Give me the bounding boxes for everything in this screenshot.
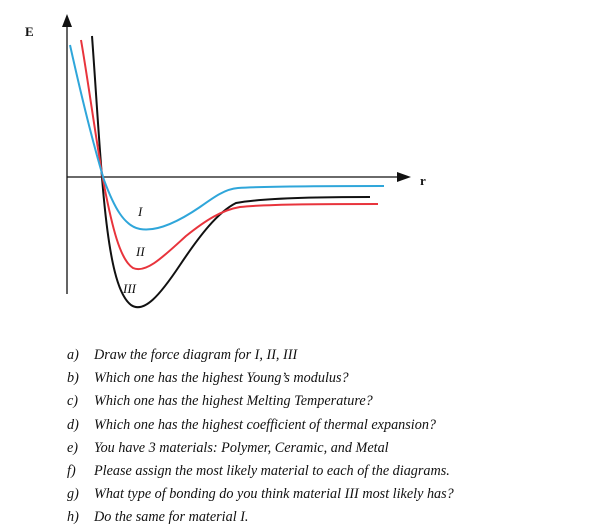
question-list	[67, 344, 597, 530]
question-item	[67, 414, 597, 437]
question-text: Which one has the highest coefficient of thermal expansion?	[94, 416, 437, 433]
question-text: Which one has the highest Melting Temperature?	[94, 393, 373, 410]
question-letter: c)	[67, 393, 79, 410]
curve-label-I: I	[138, 204, 143, 219]
question-item	[67, 460, 597, 483]
question-item	[67, 506, 597, 529]
y-axis-label: E	[25, 24, 34, 39]
question-letter: d)	[67, 416, 79, 433]
question-item	[67, 483, 597, 506]
curve-label-II: II	[136, 244, 145, 259]
question-letter: g)	[67, 486, 79, 503]
curve-I	[70, 45, 384, 230]
question-letter: a)	[67, 347, 79, 363]
question-letter: f)	[67, 463, 76, 480]
question-text: Please assign the most likely material to each of the diagrams.	[94, 463, 450, 480]
question-item	[67, 437, 597, 460]
question-letter: e)	[67, 439, 79, 456]
curve-II	[81, 40, 378, 269]
question-text: Which one has the highest Young’s modulus?	[94, 370, 349, 387]
question-letter: b)	[67, 370, 79, 387]
x-axis-label: r	[420, 173, 426, 188]
question-text: You have 3 materials: Polymer, Ceramic, and Metal	[94, 439, 389, 456]
question-item	[67, 367, 597, 390]
x-axis-arrowhead	[397, 172, 411, 182]
curve-label-III: III	[123, 281, 136, 296]
question-item	[67, 390, 597, 413]
question-text: Do the same for material I.	[94, 509, 249, 526]
question-text: Draw the force diagram for I, II, III	[94, 347, 298, 363]
y-axis-arrowhead	[62, 14, 72, 27]
question-item	[67, 344, 597, 367]
curve-III	[92, 36, 370, 307]
question-text: What type of bonding do you think material III most likely has?	[94, 486, 454, 503]
question-letter: h)	[67, 509, 79, 526]
